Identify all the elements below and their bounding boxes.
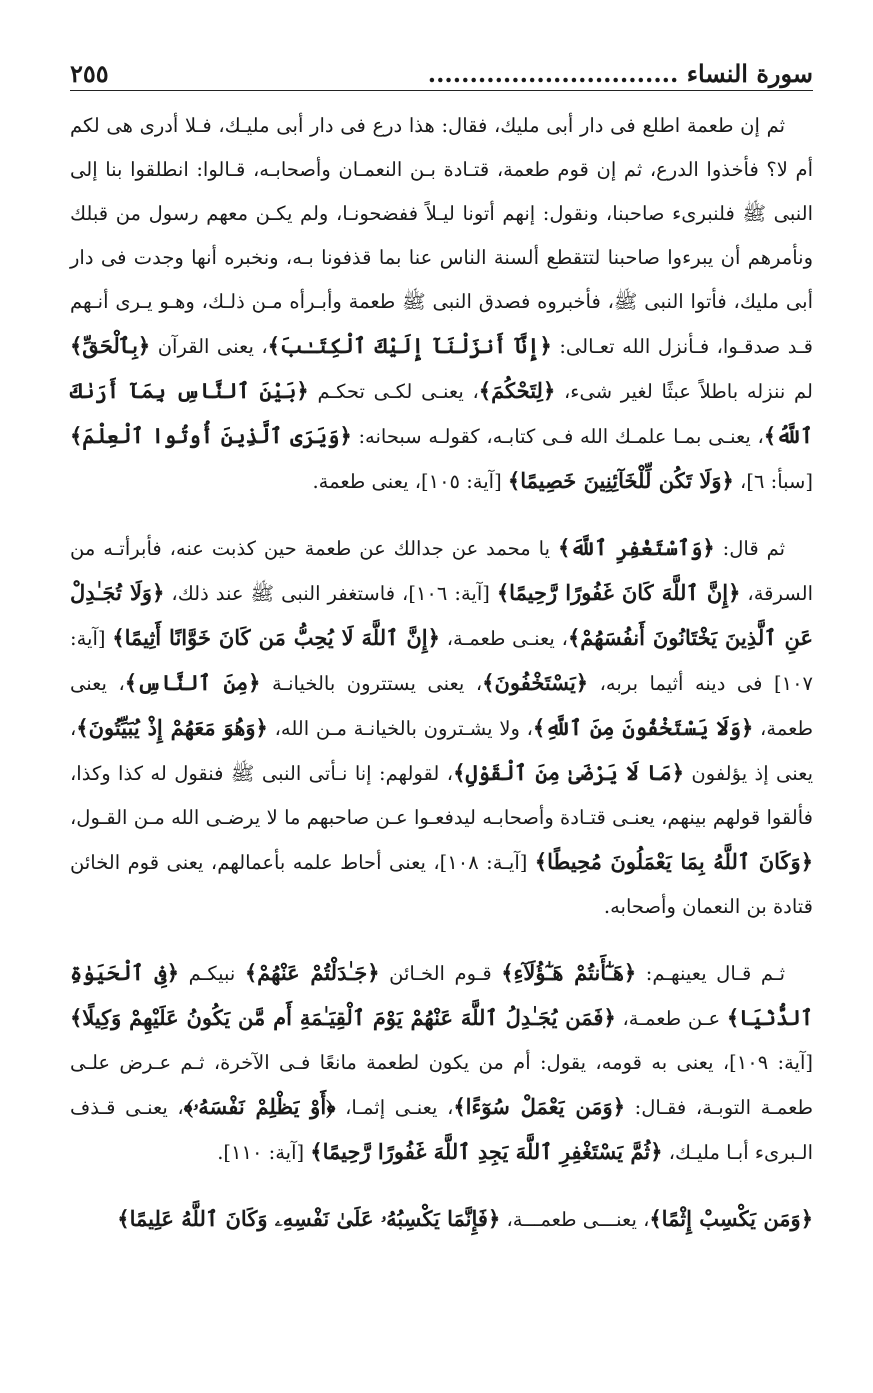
quran-verse: ﴿إِنَّ ٱللَّهَ كَانَ غَفُورًا رَّحِيمًا﴾	[496, 580, 741, 605]
commentary-text: عـن طعمـة،	[615, 1007, 727, 1030]
quran-verse: ﴿وَيَرَى ٱلَّذِينَ أُوتُوا ٱلْعِلْمَ﴾	[70, 423, 352, 448]
running-header	[70, 52, 813, 91]
commentary-text: [آية: ١٠٧] فى دينه أثيما بربه،	[70, 627, 814, 695]
commentary-text: ، يعنـى إثمـا،	[335, 1096, 454, 1119]
commentary-text: يا محمد عن جدالك عن طعمة حين كذبت عنه، فأبرأتـه من السرقة،	[70, 537, 814, 605]
paragraph-1	[70, 104, 813, 504]
commentary-text: [سبأ: ٦]،	[733, 470, 813, 493]
commentary-text: ثم قال:	[714, 537, 786, 560]
commentary-text: ، يعنى يستترون بالخيانـة	[260, 672, 483, 695]
commentary-text: ، يعنـى بمـا علمـك الله فـى كتابـه، كقولـه سبحانه:	[351, 425, 764, 448]
quran-verse: ﴿ثُمَّ يَسْتَغْفِرِ ٱللَّهَ يَجِدِ ٱللَّهَ غَفُورًا رَّحِيمًا﴾	[310, 1139, 663, 1164]
quran-verse: ﴿بِٱلْحَقِّ﴾	[70, 333, 151, 358]
paragraph-2	[70, 526, 813, 929]
quran-verse: ﴿يَسْتَخْفُونَ﴾	[482, 670, 589, 695]
quran-verse: ﴿وَلَا تَكُن لِّلْخَآئِنِينَ خَصِيمًا﴾	[507, 468, 734, 493]
quran-verse: ﴿مِنَ ٱلنَّاسِ﴾	[124, 670, 261, 695]
commentary-text: ، يعنـى طعمـة،	[439, 627, 568, 650]
commentary-text: ، ولا يشـترون بالخيانـة مـن الله،	[267, 717, 533, 740]
commentary-text: ، يعنى إذ يؤلفون	[70, 717, 814, 785]
quran-verse: ﴿جَـٰدَلْتُمْ عَنْهُمْ﴾	[244, 960, 380, 985]
quran-verse: ﴿فَمَن يُجَـٰدِلُ ٱللَّهَ عَنْهُمْ يَوْمَ ٱلْقِيَـٰمَةِ أَم مَّن يَكُونُ عَلَيْهِمْ وَكِيلًا﴾	[70, 1005, 616, 1030]
commentary-text: ، يعنـى قـذف الـبرىء أبـا مليـك،	[70, 1096, 813, 1164]
commentary-text: ثـم قـال يعينهـم:	[636, 962, 785, 985]
quran-verse: ﴿وَلَا يَسْتَخْفُونَ مِنَ ٱللَّهِ﴾	[532, 715, 754, 740]
quran-verse: ﴿وَلَا تُجَـٰدِلْ عَنِ ٱلَّذِينَ يَخْتَانُونَ أَنفُسَهُمْ﴾	[70, 580, 813, 650]
commentary-text: ، يعنى القرآن	[150, 335, 268, 358]
commentary-text: ، يعنى طعمة،	[70, 672, 813, 740]
commentary-text: ، لقولهم: إنا نـأتى النبى ﷺ فنقول له كذا وكذا، فألقوا قولهم بينهم، يعنـى قتـادة وأصحابـه ليدفعـوا عـن صاحبهم ما لا يرضـى الله مـن القـول،	[70, 762, 813, 829]
document-page	[70, 0, 813, 1393]
quran-verse: ﴿مَا لَا يَرْضَىٰ مِنَ ٱلْقَوْلِ﴾	[453, 760, 685, 785]
commentary-text: [آيـة: ١٠٨]، يعنى أحاط علمه بأعمالهم، يعنى قوم الخائن قتادة بن النعمان وأصحابه.	[70, 851, 813, 918]
quran-verse: ﴿إِنَّ ٱللَّهَ لَا يُحِبُّ مَن كَانَ خَوَّانًا أَثِيمًا﴾	[112, 625, 440, 650]
quran-verse: ﴿وَمَن يَكْسِبْ إِثْمًا﴾	[649, 1206, 813, 1231]
page-number: ٢٥٥	[70, 59, 109, 88]
commentary-body	[70, 104, 813, 1242]
commentary-text: ثم إن طعمة اطلع فى دار أبى مليك، فقال: هذا درع فى دار أبى مليـك، فـلا أدرى هى لكم أم لا؟ فأخذوا الدرع، ثم إن قوم طعمة، قتـادة بـن النعمـان وأصحابـه، قـالوا: انطلقوا بنا إلى النبى ﷺ فلنبرىء صاحبنا، ونقول: إنهم أتونا ليـلاً ففضحونـا، ولم يكـن معهم رسول من قبلك ونأمرهم أن يبرءوا صاحبنا لتتقطع ألسنة الناس عنا بما قذفونا بـه، ونخبره أنها وجدت فى دار أبى مليك، فأتوا النبى ﷺ، فأخبروه فصدق النبى ﷺ طعمة وأبـرأه مـن ذلـك، وهـو يـرى أنـهم قـد صدقـوا، فـأنزل الله تعـالى:	[70, 114, 813, 358]
surah-title: سورة النساء ..............................	[427, 59, 813, 88]
commentary-text: قـوم الخـائن	[379, 962, 502, 985]
quran-verse: ﴿بَيْنَ ٱلنَّاسِ بِمَآ أَرَىٰكَ ٱللَّهُ﴾	[70, 378, 813, 448]
quran-verse: ﴿إِنَّآ أَنزَلْنَآ إِلَيْكَ ٱلْكِتَـٰبَ﴾	[267, 333, 552, 358]
quran-verse: ﴿أَوْ يَظْلِمْ نَفْسَهُۥ﴾	[183, 1094, 336, 1119]
commentary-text: [آية: ١٠٦]، فاستغفر النبى ﷺ عند ذلك،	[164, 582, 497, 605]
quran-verse: ﴿فِى ٱلْحَيَوٰةِ ٱلدُّنْيَا﴾	[70, 960, 813, 1030]
paragraph-4	[70, 1197, 813, 1242]
quran-verse: ﴿فَإِنَّمَا يَكْسِبُهُۥ عَلَىٰ نَفْسِهِۦ وَكَانَ ٱللَّهُ عَلِيمًا﴾	[117, 1206, 501, 1231]
commentary-text: [آية: ١٠٥]، يعنى طعمة.	[312, 470, 508, 493]
commentary-text: لم ننزله باطلاً عبثًا لغير شىء،	[555, 380, 813, 403]
quran-verse: ﴿لِتَحْكُمَ﴾	[478, 378, 556, 403]
commentary-text: [آية: ١٠٩]، يعنى به قومه، يقول: أم من يكون لطعمة مانعًا فـى الآخرة، ثـم عـرض علـى طعمـة التوبـة، فقـال:	[70, 1051, 814, 1119]
quran-verse: ﴿وَمَن يَعْمَلْ سُوٓءًا﴾	[453, 1094, 625, 1119]
commentary-text: نبيكـم	[179, 962, 245, 985]
quran-verse: ﴿وَهُوَ مَعَهُمْ إِذْ يُبَيِّتُونَ﴾	[76, 715, 268, 740]
quran-verse: ﴿هَـٰٓأَنتُمْ هَـٰٓؤُلَآءِ﴾	[501, 960, 637, 985]
quran-verse: ﴿وَٱسْتَغْفِرِ ٱللَّهَ﴾	[557, 535, 715, 560]
paragraph-3	[70, 951, 813, 1175]
quran-verse: ﴿وَكَانَ ٱللَّهُ بِمَا يَعْمَلُونَ مُحِيطًا﴾	[534, 849, 813, 874]
commentary-text: ، يعنـــى طعمـــة،	[500, 1208, 650, 1231]
commentary-text: [آية: ١١٠].	[217, 1141, 311, 1164]
commentary-text: ، يعنـى لكـى تحكـم	[308, 380, 479, 403]
